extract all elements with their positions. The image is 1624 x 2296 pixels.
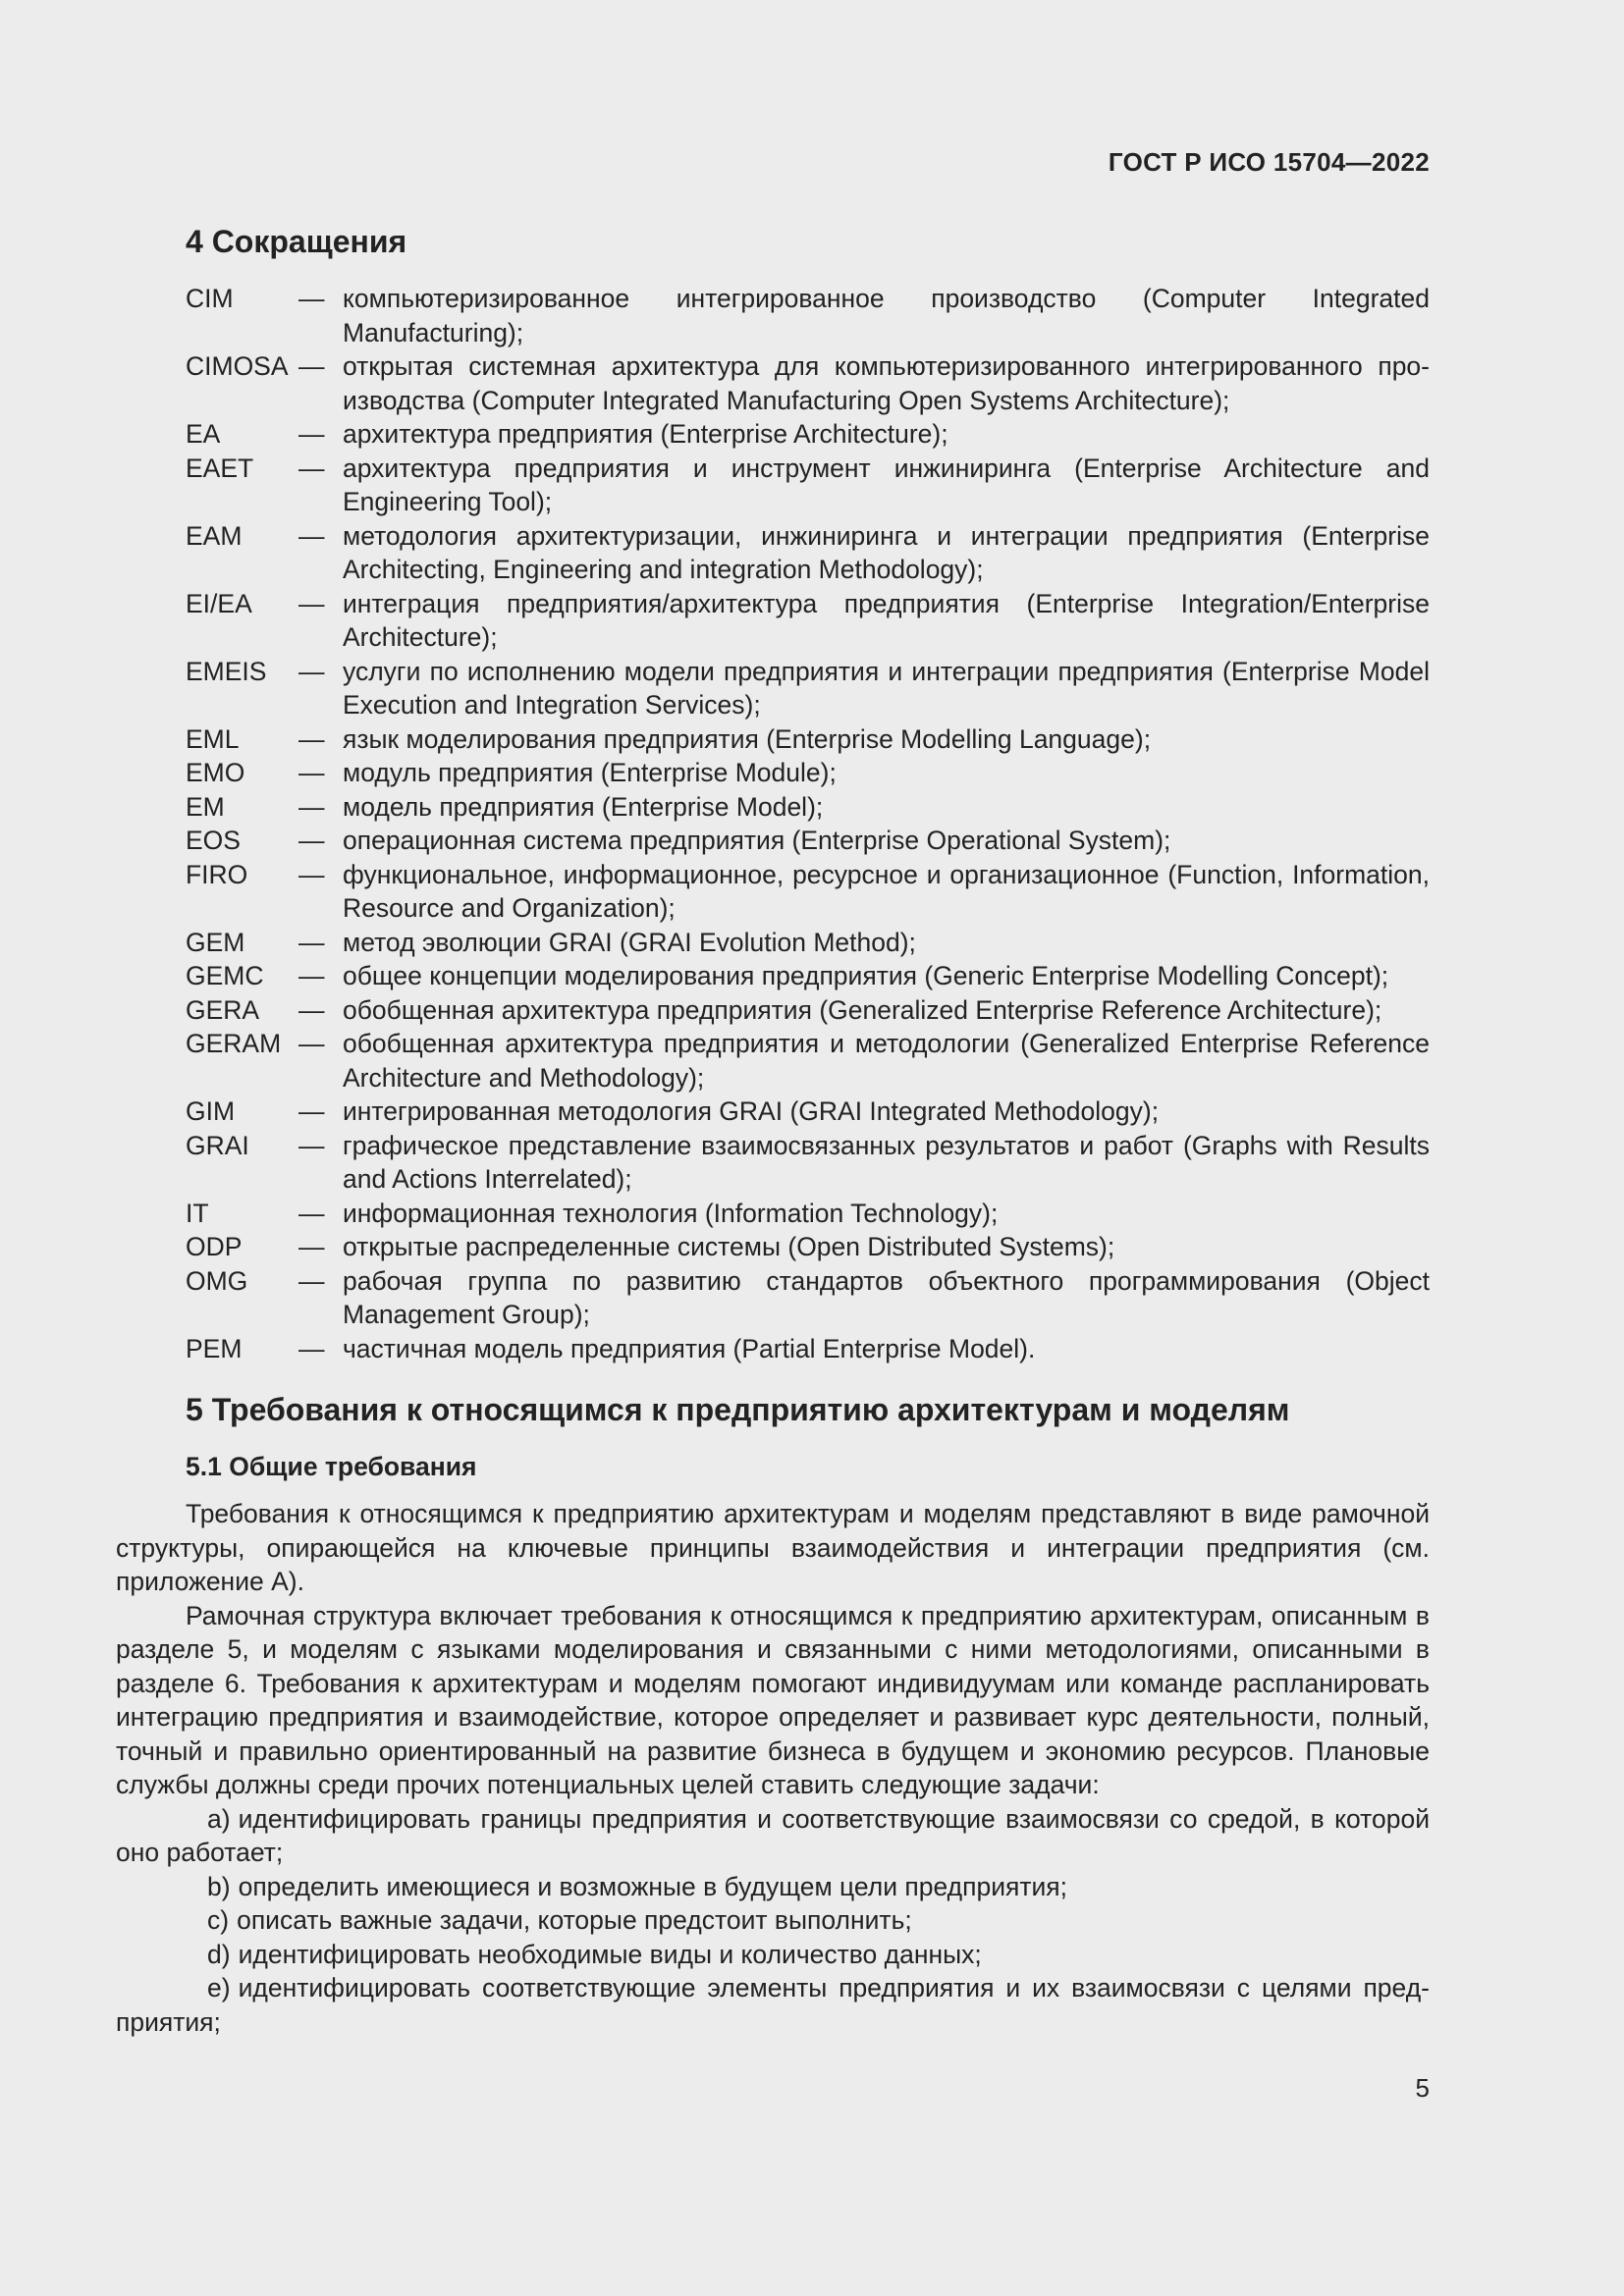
list-item-text: идентифицировать необходимые виды и количество данных; [238, 1939, 982, 1969]
abbreviation-item [186, 959, 1430, 993]
abbreviation-definition: рабочая группа по развитию стандартов объектного программирования (Object Management Group); [343, 1265, 1430, 1329]
abbreviation-dash: — [298, 520, 325, 551]
abbreviation-definition: интегрированная методология GRAI (GRAI Integrated Methodology); [343, 1096, 1160, 1126]
abbreviation-dash: — [298, 994, 325, 1025]
abbreviation-definition: общее концепции моделирования предприятия (Generic Enterprise Modelling Concept); [343, 961, 1389, 990]
abbreviation-term: EMO [186, 758, 245, 787]
list-marker: b) [207, 1871, 231, 1901]
abbreviation-term: GERAM [186, 1029, 282, 1058]
abbreviation-definition: модуль предприятия (Enterprise Module); [343, 758, 837, 787]
abbreviation-definition: интеграция предприятия/архитектура предприятия (Enterprise Integration/Enterprise Architecture); [343, 588, 1430, 652]
abbreviation-item [186, 722, 1430, 757]
abbreviation-dash: — [298, 351, 325, 381]
abbreviation-term: GRAI [186, 1130, 249, 1160]
abbreviation-item [186, 790, 1430, 825]
abbreviation-dash: — [298, 284, 325, 313]
abbreviation-item [186, 858, 1430, 926]
abbreviation-definition: обобщенная архитектура предприятия (Generalized Enterprise Reference Architecture); [343, 994, 1382, 1025]
abbreviation-item [186, 1095, 1430, 1129]
section-5-title: 5 Требования к относящимся к предприятию архитектурам и моделям [186, 1392, 1290, 1427]
abbreviation-definition: открытые распределенные системы (Open Distributed Systems); [343, 1232, 1115, 1261]
abbreviation-term: GIM [186, 1096, 236, 1126]
abbreviation-term: OMG [186, 1265, 248, 1296]
abbreviation-dash: — [298, 1096, 325, 1126]
abbreviation-term: EAM [186, 520, 243, 551]
abbreviation-term: GEMC [186, 961, 264, 990]
abbreviation-term: IT [186, 1198, 209, 1228]
abbreviation-term: ODP [186, 1232, 243, 1261]
abbreviation-definition: операционная система предприятия (Enterprise Operational System); [343, 826, 1171, 855]
abbreviation-term: EA [186, 419, 221, 449]
abbreviation-list [186, 282, 1430, 1365]
abbreviation-definition: открытая системная архитектура для компьютеризированного интегрированного производства (Computer Integrated Manufacturing Open Systems Architecture); [343, 351, 1430, 415]
abbreviation-dash: — [298, 723, 325, 754]
abbreviation-term: FIRO [186, 859, 248, 889]
list-marker: a) [207, 1803, 231, 1834]
abbreviation-term: GERA [186, 994, 260, 1025]
list-item [116, 1903, 1430, 1938]
abbreviation-dash: — [298, 1198, 325, 1228]
abbreviation-definition: язык моделирования предприятия (Enterprise Modelling Language); [343, 723, 1152, 754]
abbreviation-dash: — [298, 791, 325, 822]
abbreviation-term: CIM [186, 284, 234, 313]
list-marker: d) [207, 1939, 231, 1969]
abbreviation-item [186, 993, 1430, 1028]
abbreviation-term: EAET [186, 453, 254, 483]
abbreviation-item [186, 587, 1430, 655]
abbreviation-item [186, 1264, 1430, 1332]
list-item-text: идентифицировать соответствующие элементы предприятия и их взаимосвязи с целями предприятия; [116, 1973, 1430, 2037]
list-item [116, 1870, 1430, 1904]
abbreviation-item [186, 282, 1430, 349]
section-4-title: 4 Сокращения [186, 224, 407, 259]
abbreviation-dash: — [298, 826, 325, 855]
list-item [116, 1938, 1430, 1972]
abbreviation-definition: компьютеризированное интегрированное производство (Computer Integrated Manufacturing); [343, 284, 1430, 347]
abbreviation-item [186, 349, 1430, 417]
list-marker: c) [207, 1905, 230, 1935]
abbreviation-term: EML [186, 723, 240, 754]
abbreviation-definition: информационная технология (Information Technology); [343, 1198, 999, 1228]
abbreviation-definition: обобщенная архитектура предприятия и методологии (Generalized Enterprise Reference Architecture and Methodology); [343, 1029, 1430, 1093]
document-header: ГОСТ Р ИСО 15704—2022 [1108, 147, 1430, 177]
list-item-text: идентифицировать границы предприятия и соответствующие взаимосвязи со средой, в которой оно работает; [116, 1803, 1430, 1867]
abbreviation-item [186, 519, 1430, 587]
list-item-text: описать важные задачи, которые предстоит выполнить; [237, 1905, 912, 1935]
abbreviation-term: EMEIS [186, 656, 267, 686]
abbreviation-item [186, 1027, 1430, 1095]
abbreviation-term: EI/EA [186, 588, 252, 618]
abbreviation-definition: модель предприятия (Enterprise Model); [343, 791, 824, 822]
page-content [116, 221, 1430, 2039]
abbreviation-dash: — [298, 927, 325, 957]
abbreviation-dash: — [298, 1130, 325, 1160]
abbreviation-dash: — [298, 859, 325, 889]
abbreviation-item [186, 824, 1430, 858]
abbreviation-dash: — [298, 961, 325, 990]
abbreviation-dash: — [298, 1232, 325, 1261]
paragraph: Рамочная структура включает требования к относящимся к предприятию архитектурам, описанным в разделе 5, и моделям с языками моделирования и связанными с ними методологиями, описанными в разделе 6. Требования к архитектурам и моделям помогают индивидуумам или команде распланировать интеграцию предприятия и взаимодействие, которое определяет и развивает курс деятельности, полный, точный и правильно ориентированный на развитие бизнеса в будущем и экономию ресурсов. Плановые службы должны среди прочих потенциальных целей ставить следующие задачи: [116, 1600, 1430, 1799]
abbreviation-dash: — [298, 419, 325, 449]
abbreviation-item [186, 452, 1430, 519]
subsection-5-1-title: 5.1 Общие требования [186, 1452, 477, 1481]
abbreviation-definition: архитектура предприятия и инструмент инжиниринга (Enterprise Architecture and Engineering Tool); [343, 453, 1430, 516]
list-item [116, 1802, 1430, 1870]
paragraph: Требования к относящимся к предприятию архитектурам и моделям представляют в виде рамочной структуры, опирающейся на ключевые принципы взаимодействия и интеграции предприятия (см. приложение А). [116, 1499, 1430, 1596]
abbreviation-dash: — [298, 588, 325, 618]
abbreviation-definition: частичная модель предприятия (Partial Enterprise Model). [343, 1333, 1036, 1363]
abbreviation-term: GEM [186, 927, 245, 957]
abbreviation-dash: — [298, 453, 325, 483]
abbreviation-definition: архитектура предприятия (Enterprise Architecture); [343, 419, 948, 449]
abbreviation-term: PEM [186, 1333, 243, 1363]
abbreviation-definition: функциональное, информационное, ресурсное и организационное (Function, Information, Resource and Organization); [343, 859, 1430, 923]
abbreviation-item [186, 655, 1430, 722]
abbreviation-item [186, 756, 1430, 790]
abbreviation-term: EM [186, 791, 225, 822]
list-marker: e) [207, 1973, 231, 2002]
abbreviation-item [186, 1197, 1430, 1231]
abbreviation-definition: методология архитектуризации, инжиниринга и интеграции предприятия (Enterprise Architecting, Engineering and integration Methodology); [343, 520, 1430, 584]
abbreviation-definition: графическое представление взаимосвязанных результатов и работ (Graphs with Results and Actions Interrelated); [343, 1130, 1430, 1194]
abbreviation-dash: — [298, 1333, 325, 1363]
abbreviation-definition: метод эволюции GRAI (GRAI Evolution Method); [343, 927, 916, 957]
abbreviation-dash: — [298, 1029, 325, 1058]
list-item [116, 1971, 1430, 2039]
abbreviation-item [186, 417, 1430, 452]
abbreviation-definition: услуги по исполнению модели предприятия и интеграции предприятия (Enterprise Model Execution and Integration Services); [343, 656, 1430, 720]
abbreviation-dash: — [298, 1265, 325, 1296]
abbreviation-dash: — [298, 758, 325, 787]
abbreviation-term: EOS [186, 826, 241, 855]
abbreviation-item [186, 926, 1430, 960]
abbreviation-dash: — [298, 656, 325, 686]
abbreviation-term: CIMOSA [186, 351, 289, 381]
abbreviation-item [186, 1230, 1430, 1264]
abbreviation-item [186, 1332, 1430, 1366]
list-item-text: определить имеющиеся и возможные в будущем цели предприятия; [238, 1871, 1068, 1901]
abbreviation-item [186, 1129, 1430, 1197]
page-number: 5 [1415, 2073, 1430, 2103]
